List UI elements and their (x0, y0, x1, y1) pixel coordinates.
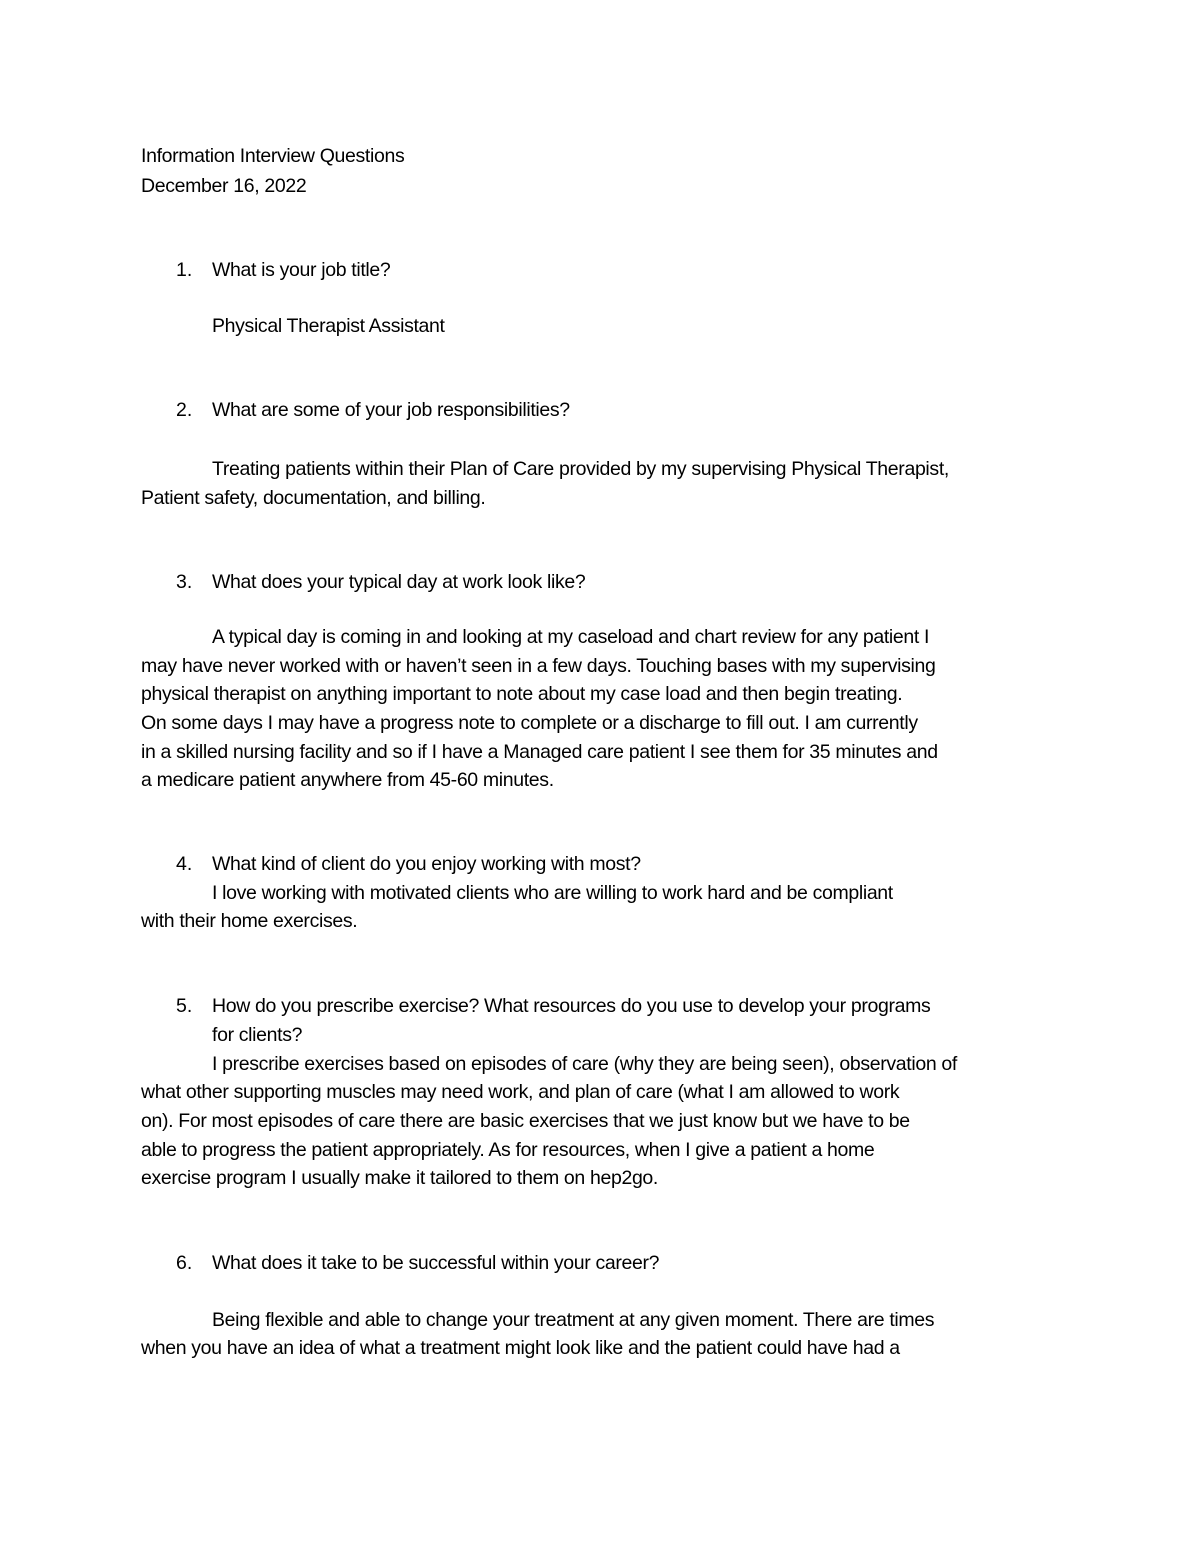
answer-line: may have never worked with or haven’t seen in a few days. Touching bases with my supervising (141, 655, 936, 677)
document-date: December 16, 2022 (141, 175, 307, 197)
answer-line: a medicare patient anywhere from 45-60 minutes. (141, 769, 554, 791)
answer-line: Patient safety, documentation, and billing. (141, 487, 486, 509)
question-text: for clients? (212, 1024, 303, 1046)
question-number: 6. (176, 1252, 193, 1274)
question-text: What kind of client do you enjoy working with most? (212, 853, 641, 875)
question-number: 1. (176, 259, 193, 281)
answer-line: I love working with motivated clients who are willing to work hard and be compliant (212, 882, 893, 904)
answer-line: I prescribe exercises based on episodes of care (why they are being seen), observation of (212, 1053, 957, 1075)
question-number: 2. (176, 399, 193, 421)
answer-line: On some days I may have a progress note to complete or a discharge to fill out. I am currently (141, 712, 918, 734)
answer-line: on). For most episodes of care there are basic exercises that we just know but we have to be (141, 1110, 910, 1132)
document-title: Information Interview Questions (141, 145, 405, 167)
answer-line: physical therapist on anything important to note about my case load and then begin treating. (141, 683, 903, 705)
question-text: What is your job title? (212, 259, 391, 281)
answer-line: A typical day is coming in and looking at my caseload and chart review for any patient I (212, 626, 930, 648)
answer-line: when you have an idea of what a treatment might look like and the patient could have had a (141, 1337, 900, 1359)
question-number: 3. (176, 571, 193, 593)
answer-line: in a skilled nursing facility and so if I have a Managed care patient I see them for 35 minutes and (141, 741, 938, 763)
answer-line: Being flexible and able to change your treatment at any given moment. There are times (212, 1309, 935, 1331)
answer-line: with their home exercises. (141, 910, 358, 932)
question-text: What does it take to be successful within your career? (212, 1252, 660, 1274)
answer-line: Physical Therapist Assistant (212, 315, 445, 337)
answer-line: able to progress the patient appropriately. As for resources, when I give a patient a home (141, 1139, 875, 1161)
question-text: What does your typical day at work look like? (212, 571, 586, 593)
answer-line: Treating patients within their Plan of Care provided by my supervising Physical Therapist, (212, 458, 949, 480)
question-text: How do you prescribe exercise? What resources do you use to develop your programs (212, 995, 931, 1017)
question-number: 4. (176, 853, 193, 875)
question-text: What are some of your job responsibilities? (212, 399, 570, 421)
question-number: 5. (176, 995, 193, 1017)
answer-line: what other supporting muscles may need work, and plan of care (what I am allowed to work (141, 1081, 900, 1103)
answer-line: exercise program I usually make it tailored to them on hep2go. (141, 1167, 658, 1189)
